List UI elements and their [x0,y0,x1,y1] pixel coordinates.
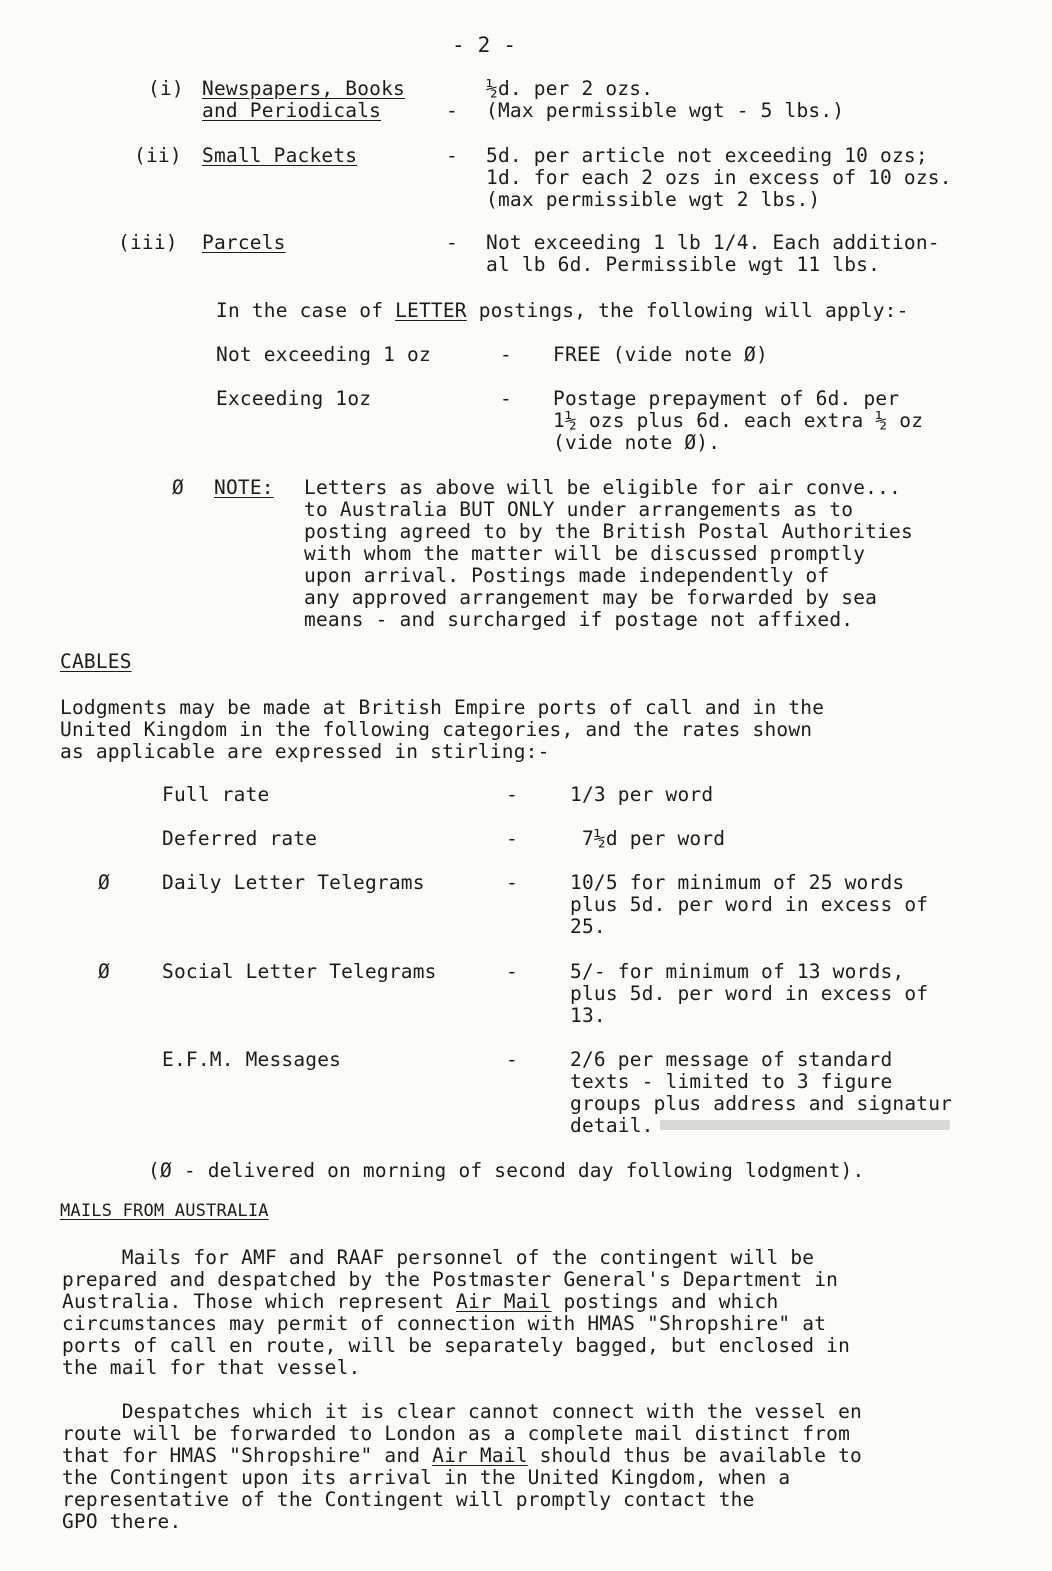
item-rate-text: al lb 6d. Permissible wgt 11 lbs. [486,253,881,276]
letter-rate-label: Not exceeding 1 oz [216,343,431,366]
smudge-mark [660,1120,950,1130]
note-line: any approved arrangement may be forwarded by sea [304,586,878,609]
item-number: (ii) [134,144,182,167]
note-label: NOTE: [214,476,274,499]
mails-paragraph-2 [62,1401,862,1533]
cable-rate-text: groups plus address and signatur [570,1092,953,1115]
cable-rate-label: Daily Letter Telegrams [162,871,425,894]
note-text [304,477,913,631]
cable-rate-label: Full rate [162,783,270,806]
letter-intro-pre: In the case of [216,299,396,322]
cable-rate-label: E.F.M. Messages [162,1048,342,1071]
text-run: circumstances may permit of connection with HMAS "Shropshire" at [62,1312,827,1335]
text-run: should thus be available to [527,1444,862,1467]
letter-intro-post: postings, the following will apply:- [466,299,909,322]
text-run: the Contingent upon its arrival in the United Kingdom, when a [62,1466,791,1489]
cable-rate-text: 5/- for minimum of 13 words, [570,960,905,983]
paragraph-line [62,1313,850,1335]
item-rate-text: (Max permissible wgt - 5 lbs.) [486,99,845,122]
cable-rate-text: 13. [570,1004,606,1027]
cable-rate-dash: - [506,960,518,983]
letter-rate-label: Exceeding 1oz [216,387,372,410]
paragraph-line [62,1401,862,1423]
cable-rate-dash: - [506,783,518,806]
mails-heading: MAILS FROM AUSTRALIA [60,1201,269,1221]
cable-rate-text: plus 5d. per word in excess of [570,982,929,1005]
paragraph-line [62,1247,850,1269]
cables-intro-line: United Kingdom in the following categories, and the rates shown [60,718,813,741]
text-run: Mails for AMF and RAAF personnel of the contingent will be [62,1246,815,1269]
cables-intro [60,697,824,763]
paragraph-line [62,1423,862,1445]
cable-rate-text: 10/5 for minimum of 25 words [570,871,905,894]
item-label: and Periodicals [202,99,382,122]
note-line: with whom the matter will be discussed promptly [304,542,866,565]
paragraph-line [62,1291,850,1313]
text-run: postings and which [551,1290,779,1313]
underlined-term: Air Mail [432,1444,528,1467]
cable-rate-text: detail. [570,1114,654,1137]
cable-rate-text: 7½d per word [570,827,726,850]
item-number: (i) [148,77,184,100]
letter-rate-text: FREE (vide note Ø) [553,343,768,366]
paragraph-line [62,1489,862,1511]
item-dash: - [446,99,458,122]
cable-rate-mark: Ø [98,960,110,983]
letter-keyword: LETTER [395,299,467,322]
cables-intro-line: Lodgments may be made at British Empire ports of call and in the [60,696,825,719]
paragraph-line [62,1335,850,1357]
text-run: prepared and despatched by the Postmaster General's Department in [62,1268,839,1291]
text-run: Despatches which it is clear cannot connect with the vessel en [62,1400,862,1423]
letter-intro [216,300,909,322]
note-line: posting agreed to by the British Postal Authorities [304,520,913,543]
cable-rate-dash: - [506,827,518,850]
item-number: (iii) [118,231,178,254]
item-rate-text: 5d. per article not exceeding 10 ozs; [486,144,928,167]
underlined-term: Air Mail [456,1290,552,1313]
text-run: route will be forwarded to London as a complete mail distinct from [62,1422,851,1445]
item-label: Parcels [202,231,286,254]
text-run: the mail for that vessel. [62,1356,361,1379]
item-rate-text: (max permissible wgt 2 lbs.) [486,188,821,211]
letter-rate-text: Postage prepayment of 6d. per [553,387,900,410]
paragraph-line [62,1467,862,1489]
paragraph-line [62,1269,850,1291]
text-run: representative of the Contingent will promptly contact the [62,1488,755,1511]
letter-rate-text: (vide note Ø). [553,431,721,454]
text-run: GPO there. [62,1510,182,1533]
cables-intro-line: as applicable are expressed in stirling:- [60,740,550,763]
note-line: means - and surcharged if postage not affixed. [304,608,854,631]
item-dash: - [446,231,458,254]
text-run: Australia. Those which represent [62,1290,457,1313]
text-run: ports of call en route, will be separately bagged, but enclosed in [62,1334,851,1357]
item-dash: - [446,144,458,167]
note-line: to Australia BUT ONLY under arrangements as to [304,498,854,521]
paragraph-line [62,1357,850,1379]
paragraph-line [62,1445,862,1467]
cable-rate-text: texts - limited to 3 figure [570,1070,893,1093]
cable-rate-dash: - [506,1048,518,1071]
cable-rate-mark: Ø [98,871,110,894]
item-rate-text: Not exceeding 1 lb 1/4. Each addition- [486,231,940,254]
letter-rate-dash: - [500,387,512,410]
cable-rate-label: Deferred rate [162,827,318,850]
paragraph-line [62,1511,862,1533]
text-run: that for HMAS "Shropshire" and [62,1444,433,1467]
cable-rate-text: 1/3 per word [570,783,714,806]
letter-rate-text: 1½ ozs plus 6d. each extra ½ oz [553,409,924,432]
cable-rate-text: 25. [570,915,606,938]
cable-rate-dash: - [506,871,518,894]
item-label: Newspapers, Books [202,77,405,100]
item-rate-text: ½d. per 2 ozs. [486,77,654,100]
cables-footnote: (Ø - delivered on morning of second day following lodgment). [148,1159,865,1182]
cable-rate-label: Social Letter Telegrams [162,960,437,983]
item-label: Small Packets [202,144,358,167]
note-line: upon arrival. Postings made independently of [304,564,830,587]
letter-rate-dash: - [500,343,512,366]
cable-rate-text: 2/6 per message of standard [570,1048,893,1071]
cables-heading: CABLES [60,650,132,673]
mails-paragraph-1 [62,1247,850,1379]
note-line: Letters as above will be eligible for air conve... [304,476,901,499]
item-rate-text: 1d. for each 2 ozs in excess of 10 ozs. [486,166,952,189]
page-number: - 2 - [452,33,517,57]
note-symbol: Ø [172,476,184,499]
cable-rate-text: plus 5d. per word in excess of [570,893,929,916]
